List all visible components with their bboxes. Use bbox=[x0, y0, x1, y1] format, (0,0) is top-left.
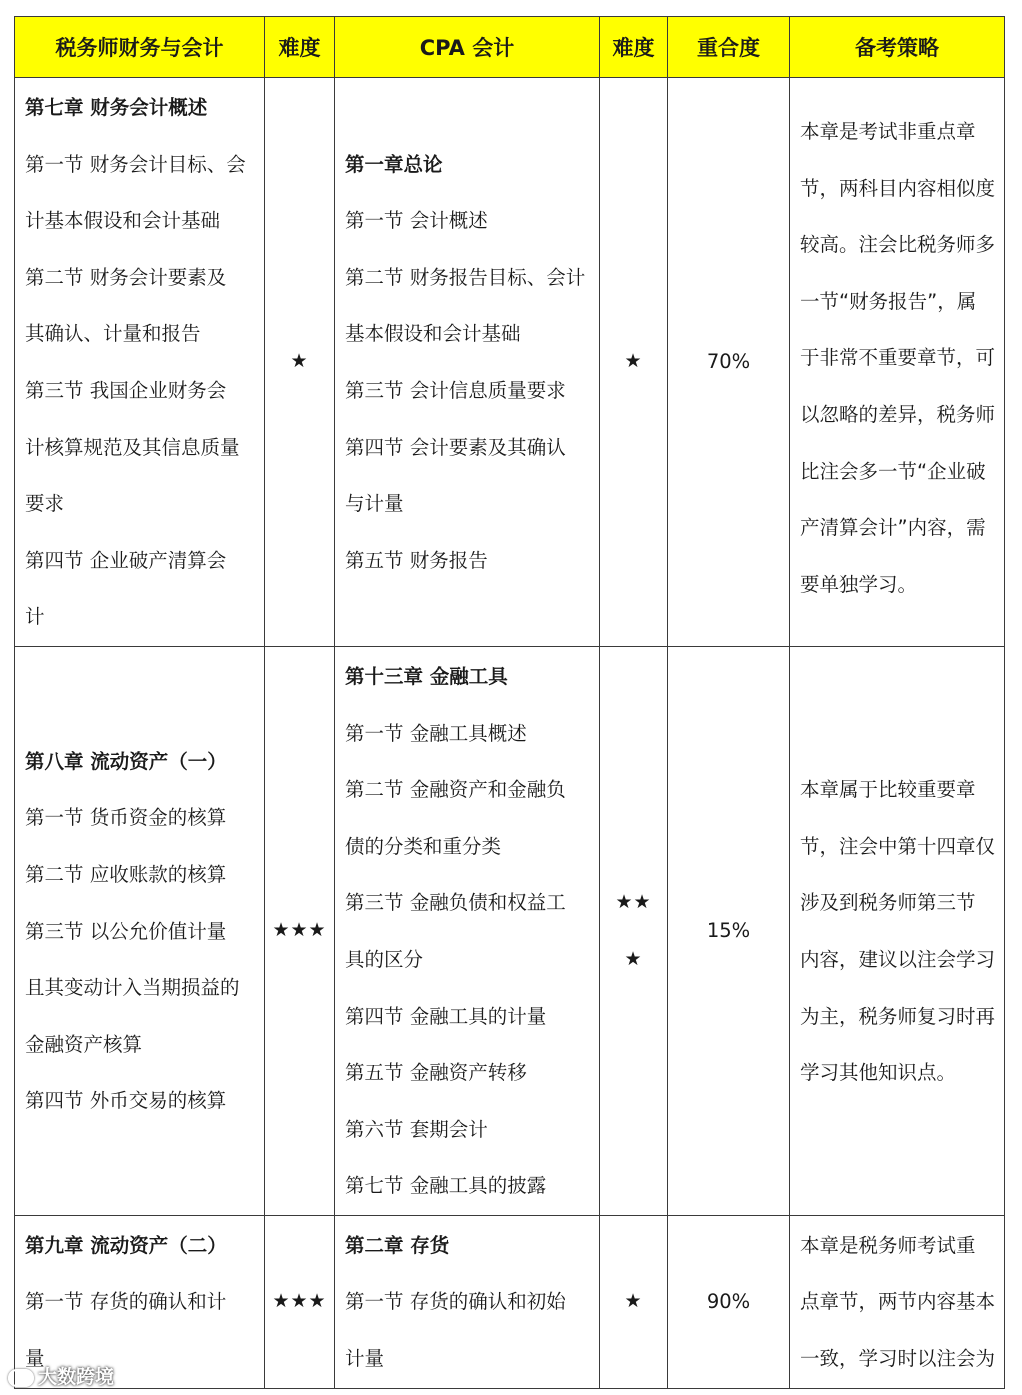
star-rating: ★ bbox=[624, 350, 643, 373]
table-row bbox=[15, 1215, 1005, 1388]
strategy-line: 以忽略的差异，税务师 bbox=[800, 402, 996, 426]
star-rating: ★★ bbox=[615, 890, 652, 913]
tax-section: 第四节 外币交易的核算 bbox=[25, 1089, 227, 1113]
strategy-line: 学习其他知识点。 bbox=[800, 1061, 957, 1085]
strategy-line: 点章节，两节内容基本 bbox=[800, 1290, 996, 1314]
source-watermark bbox=[8, 1362, 114, 1389]
header-row bbox=[15, 17, 1005, 78]
watermark-logo-icon bbox=[8, 1369, 34, 1387]
cpa-section: 第四节 金融工具的计量 bbox=[345, 1004, 547, 1028]
cpa-section: 第六节 套期会计 bbox=[345, 1117, 488, 1141]
strategy-cell bbox=[790, 646, 1005, 1215]
tax-difficulty-cell bbox=[265, 646, 335, 1215]
cpa-section: 第七节 金融工具的披露 bbox=[345, 1174, 547, 1198]
strategy-line: 于非常不重要章节，可 bbox=[800, 346, 996, 370]
header-strategy: 备考策略 bbox=[790, 17, 1005, 78]
tax-section: 量 bbox=[25, 1347, 45, 1371]
cpa-section: 第三节 金融负债和权益工 bbox=[345, 891, 566, 915]
tax-section: 且其变动计入当期损益的 bbox=[25, 976, 240, 1000]
tax-section: 计 bbox=[25, 605, 45, 629]
cpa-section: 第一节 存货的确认和初始 bbox=[345, 1290, 566, 1314]
strategy-cell bbox=[790, 1215, 1005, 1388]
strategy-line: 内容，建议以注会学习 bbox=[800, 947, 996, 971]
cpa-section: 第二节 金融资产和金融负 bbox=[345, 778, 566, 802]
star-rating: ★ bbox=[290, 350, 309, 373]
table-row bbox=[15, 78, 1005, 647]
tax-section: 第一节 货币资金的核算 bbox=[25, 806, 227, 830]
cpa-chapter-title: 第一章总论 bbox=[345, 152, 443, 176]
tax-chapter-cell bbox=[15, 646, 265, 1215]
strategy-line: 本章是税务师考试重 bbox=[800, 1233, 976, 1257]
header-cpa-difficulty: 难度 bbox=[600, 17, 668, 78]
overlap-cell bbox=[668, 1215, 790, 1388]
strategy-line: 涉及到税务师第三节 bbox=[800, 891, 976, 915]
tax-section: 第二节 应收账款的核算 bbox=[25, 863, 227, 887]
header-tax-difficulty: 难度 bbox=[265, 17, 335, 78]
header-cpa-course: CPA 会计 bbox=[335, 17, 600, 78]
cpa-section: 第三节 会计信息质量要求 bbox=[345, 378, 566, 402]
strategy-line: 节，两科目内容相似度 bbox=[800, 176, 996, 200]
strategy-line: 一致，学习时以注会为 bbox=[800, 1347, 996, 1371]
table-row bbox=[15, 646, 1005, 1215]
star-rating: ★ bbox=[624, 947, 643, 970]
cpa-difficulty-cell bbox=[600, 646, 668, 1215]
cpa-chapter-title: 第二章 存货 bbox=[345, 1233, 450, 1257]
strategy-line: 本章是考试非重点章 bbox=[800, 120, 976, 143]
tax-section: 第一节 存货的确认和计 bbox=[25, 1290, 227, 1314]
tax-section: 要求 bbox=[25, 492, 65, 516]
tax-section: 金融资产核算 bbox=[25, 1032, 143, 1056]
tax-chapter-cell bbox=[15, 78, 265, 647]
star-rating: ★ bbox=[624, 1290, 643, 1313]
cpa-difficulty-cell bbox=[600, 78, 668, 647]
cpa-section: 第二节 财务报告目标、会计 bbox=[345, 265, 586, 289]
cpa-chapter-cell bbox=[335, 646, 600, 1215]
overlap-cell bbox=[668, 646, 790, 1215]
strategy-line: 为主，税务师复习时再 bbox=[800, 1004, 996, 1028]
cpa-section: 第四节 会计要素及其确认 bbox=[345, 435, 566, 459]
cpa-section: 第五节 财务报告 bbox=[345, 548, 488, 572]
cpa-section: 债的分类和重分类 bbox=[345, 834, 502, 858]
cpa-section: 计量 bbox=[345, 1347, 385, 1371]
cpa-difficulty-cell bbox=[600, 1215, 668, 1388]
cpa-chapter-cell bbox=[335, 1215, 600, 1388]
cpa-chapter-cell bbox=[335, 78, 600, 647]
cpa-section: 具的区分 bbox=[345, 947, 424, 971]
strategy-line: 一节“财务报告”，属 bbox=[800, 289, 977, 313]
cpa-section: 第一节 会计概述 bbox=[345, 209, 488, 233]
header-tax-course: 税务师财务与会计 bbox=[15, 17, 265, 78]
tax-section: 计核算规范及其信息质量 bbox=[25, 435, 240, 459]
tax-section: 第一节 财务会计目标、会 bbox=[25, 152, 246, 176]
tax-section: 第四节 企业破产清算会 bbox=[25, 548, 227, 572]
strategy-line: 本章属于比较重要章 bbox=[800, 778, 976, 802]
cpa-section: 第一节 金融工具概述 bbox=[345, 721, 527, 745]
tax-chapter-title: 第九章 流动资产（二） bbox=[25, 1233, 227, 1257]
star-rating: ★★★ bbox=[272, 919, 327, 942]
star-rating: ★★★ bbox=[272, 1290, 327, 1313]
watermark-text: 大数跨境 bbox=[38, 1366, 115, 1388]
header-overlap: 重合度 bbox=[668, 17, 790, 78]
strategy-line: 节，注会中第十四章仅 bbox=[800, 834, 996, 858]
cpa-section: 第五节 金融资产转移 bbox=[345, 1061, 527, 1085]
strategy-line: 比注会多一节“企业破 bbox=[800, 459, 986, 483]
cpa-chapter-title: 第十三章 金融工具 bbox=[345, 664, 508, 688]
tax-section: 计基本假设和会计基础 bbox=[25, 209, 221, 233]
comparison-table bbox=[14, 16, 1005, 1389]
strategy-cell bbox=[790, 78, 1005, 647]
tax-chapter-title: 第八章 流动资产（一） bbox=[25, 749, 227, 773]
tax-chapter-title: 第七章 财务会计概述 bbox=[25, 96, 208, 119]
cpa-section: 与计量 bbox=[345, 492, 404, 516]
cpa-section: 基本假设和会计基础 bbox=[345, 322, 521, 346]
tax-section: 其确认、计量和报告 bbox=[25, 322, 201, 346]
overlap-cell bbox=[668, 78, 790, 647]
overlap-value: 70% bbox=[706, 350, 751, 374]
strategy-line: 较高。注会比税务师多 bbox=[800, 233, 996, 257]
tax-section: 第三节 以公允价值计量 bbox=[25, 919, 227, 943]
tax-difficulty-cell bbox=[265, 78, 335, 647]
overlap-value: 90% bbox=[706, 1290, 751, 1314]
overlap-value: 15% bbox=[706, 919, 751, 943]
tax-section: 第二节 财务会计要素及 bbox=[25, 265, 227, 289]
strategy-line: 产清算会计”内容，需 bbox=[800, 516, 986, 540]
tax-difficulty-cell bbox=[265, 1215, 335, 1388]
strategy-line: 要单独学习。 bbox=[800, 572, 918, 596]
tax-section: 第三节 我国企业财务会 bbox=[25, 378, 227, 402]
